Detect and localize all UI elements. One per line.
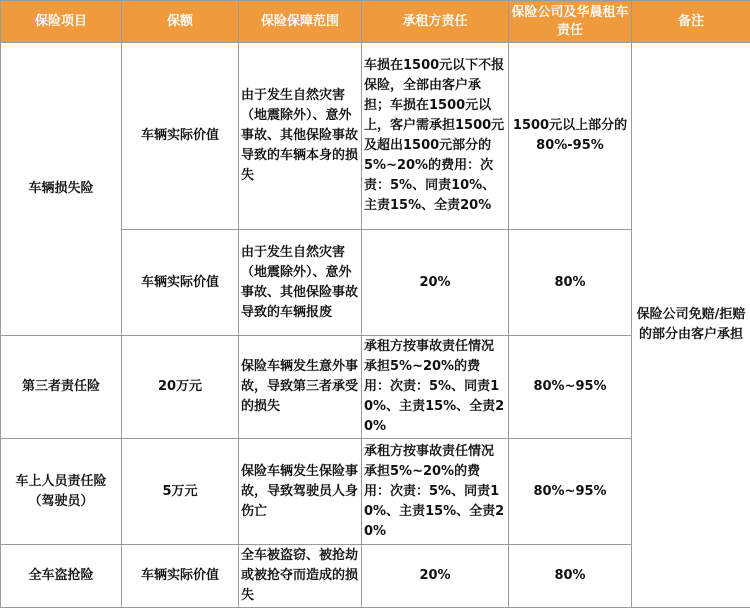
row-company: 80%~95% <box>509 336 632 439</box>
header-company: 保险公司及华晨租车责任 <box>509 1 632 43</box>
row-item-theft: 全车盗抢险 <box>1 545 122 608</box>
note-cell: 保险公司免赔/拒赔的部分由客户承担 <box>632 43 750 608</box>
row-item-passenger: 车上人员责任险（驾驶员） <box>1 439 122 545</box>
row-renter: 承租方按事故责任情况承担5%~20%的费用：次责：5%、同责10%、主责15%、全责20% <box>362 336 509 439</box>
header-row <box>1 1 750 43</box>
row-renter: 20% <box>362 230 509 336</box>
row-scope: 全车被盗窃、被抢劫或被抢夺而造成的损失 <box>239 545 362 608</box>
row-scope: 由于发生自然灾害（地震除外）、意外事故、其他保险事故导致的车辆报废 <box>239 230 362 336</box>
row-item-third-party: 第三者责任险 <box>1 336 122 439</box>
header-note: 备注 <box>632 1 750 43</box>
row-coverage: 车辆实际价值 <box>122 545 239 608</box>
row-company: 80% <box>509 545 632 608</box>
header-scope: 保险保障范围 <box>239 1 362 43</box>
row-scope: 保险车辆发生意外事故，导致第三者承受的损失 <box>239 336 362 439</box>
header-renter: 承租方责任 <box>362 1 509 43</box>
header-item: 保险项目 <box>1 1 122 43</box>
row-coverage: 20万元 <box>122 336 239 439</box>
row-coverage: 5万元 <box>122 439 239 545</box>
row-renter: 20% <box>362 545 509 608</box>
row-company: 80%~95% <box>509 439 632 545</box>
row-scope: 由于发生自然灾害（地震除外）、意外事故、其他保险事故导致的车辆本身的损失 <box>239 43 362 230</box>
row-scope: 保险车辆发生保险事故，导致驾驶员人身伤亡 <box>239 439 362 545</box>
header-coverage: 保额 <box>122 1 239 43</box>
row-item-vehicle-loss: 车辆损失险 <box>1 43 122 336</box>
row-coverage: 车辆实际价值 <box>122 230 239 336</box>
row-renter: 承租方按事故责任情况承担5%~20%的费用：次责：5%、同责10%、主责15%、全责20% <box>362 439 509 545</box>
row-company: 1500元以上部分的80%-95% <box>509 43 632 230</box>
row-coverage: 车辆实际价值 <box>122 43 239 230</box>
table-row <box>1 43 750 230</box>
row-renter: 车损在1500元以下不报保险，全部由客户承担；车损在1500元以上，客户需承担1500元及超出1500元部分的5%~20%的费用：次责：5%、同责10%、主责15%、全责20% <box>362 43 509 230</box>
row-company: 80% <box>509 230 632 336</box>
